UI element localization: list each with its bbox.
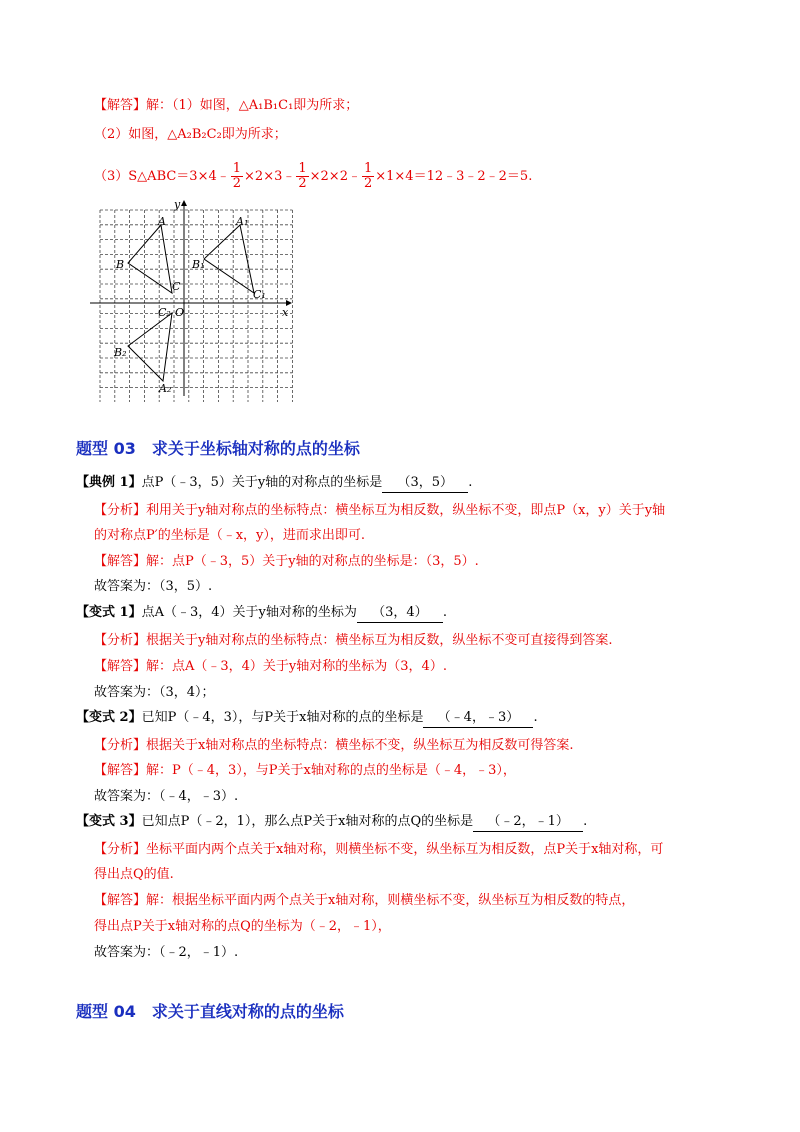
fraction-2: $\frac{1}{2}$: [298, 161, 307, 191]
label-x: x: [282, 306, 289, 319]
variant-3-solution-2: 得出点P关于x轴对称的点Q的坐标为（﹣2，﹣1），: [94, 919, 391, 934]
label-c: C: [172, 280, 181, 293]
label-a: A: [158, 215, 166, 228]
variant-2-solution: 【解答】解：P（﹣4，3），与P关于x轴对称的点的坐标是（﹣4，﹣3），: [94, 763, 516, 778]
label-b: B: [116, 258, 125, 271]
variant-3-answer: （﹣2，﹣1）: [473, 813, 583, 832]
variant-1-final: 故答案为：（3，4）；: [94, 685, 215, 700]
triangle-a2b2c2: [128, 313, 172, 381]
label-a1: A₁: [236, 215, 249, 228]
answer-line-2: （2）如图，△A₂B₂C₂即为所求；: [94, 127, 287, 142]
label-b1: B₁: [192, 258, 205, 271]
variant-1-question: 【变式 1】点A（﹣3，4）关于y轴对称的坐标为 （3，4） .: [76, 604, 447, 623]
variant-2-analysis: 【分析】根据关于x轴对称点的坐标特点：横坐标不变，纵坐标互为相反数可得答案.: [94, 738, 574, 753]
triangle-abc: [128, 225, 172, 293]
example-1-analysis-2: 的对称点P′的坐标是（﹣x，y），进而求出即可.: [94, 528, 366, 543]
example-1-solution: 【解答】解：点P（﹣3，5）关于y轴的对称点的坐标是：（3，5）.: [94, 554, 479, 569]
example-1-final: 故答案为：（3，5）.: [94, 579, 213, 594]
answer-line-3: [94, 162, 532, 192]
example-1-question: 【典例 1】点P（﹣3，5）关于y轴的对称点的坐标是 （3，5） .: [76, 474, 472, 493]
triangle-a1b1c1: [204, 225, 254, 293]
section-03-title: 题型 03 求关于坐标轴对称的点的坐标: [76, 439, 360, 458]
variant-3-analysis-2: 得出点Q的值.: [94, 867, 174, 882]
variant-3-analysis-1: 【分析】坐标平面内两个点关于x轴对称，则横坐标不变，纵坐标互为相反数，点P关于x轴对称，可: [94, 842, 664, 857]
section-04-title: 题型 04 求关于直线对称的点的坐标: [76, 1002, 344, 1021]
area-term-1: ×2×3﹣: [244, 169, 296, 184]
area-term-3: ×1×4＝12﹣3﹣2﹣2＝5.: [375, 169, 533, 184]
label-y: y: [174, 198, 181, 211]
coordinate-figure: [86, 196, 296, 402]
variant-3-solution-1: 【解答】解：根据坐标平面内两个点关于x轴对称，则横坐标不变，纵坐标互为相反数的特点，: [94, 893, 635, 908]
label-c1: C₁: [253, 288, 266, 301]
variant-1-answer: （3，4）: [357, 604, 443, 623]
variant-3-final: 故答案为：（﹣2，﹣1）.: [94, 945, 239, 960]
label-o: O: [175, 306, 185, 319]
example-1-answer: （3，5）: [382, 474, 468, 493]
area-term-2: ×2×2﹣: [309, 169, 361, 184]
example-1-analysis-1: 【分析】利用关于y轴对称点的坐标特点：横坐标互为相反数，纵坐标不变，即点P（x，y）关于y轴: [94, 503, 666, 518]
variant-3-question: 【变式 3】已知点P（﹣2，1），那么点P关于x轴对称的点Q的坐标是 （﹣2，﹣1） .: [76, 813, 587, 832]
variant-2-question: 【变式 2】已知P（﹣4，3），与P关于x轴对称的点的坐标是 （﹣4，﹣3） .: [76, 709, 538, 728]
fraction-1: $\frac{1}{2}$: [232, 161, 242, 191]
fraction-3: $\frac{1}{2}$: [363, 161, 373, 191]
answer-line-1: 【解答】解：（1）如图，△A₁B₁C₁即为所求；: [94, 98, 359, 113]
variant-1-analysis: 【分析】根据关于y轴对称点的坐标特点：横坐标互为相反数，纵坐标不变可直接得到答案.: [94, 633, 613, 648]
variant-2-answer: （﹣4，﹣3）: [423, 709, 533, 728]
variant-1-solution: 【解答】解：点A（﹣3，4）关于y轴对称的坐标为（3，4）.: [94, 659, 447, 674]
area-prefix: （3）S△ABC＝3×4﹣: [94, 169, 230, 184]
variant-2-final: 故答案为：（﹣4，﹣3）.: [94, 789, 239, 804]
label-b2: B₂: [114, 346, 127, 359]
label-a2: A₂: [159, 382, 172, 395]
label-c2: C₂: [158, 306, 171, 319]
